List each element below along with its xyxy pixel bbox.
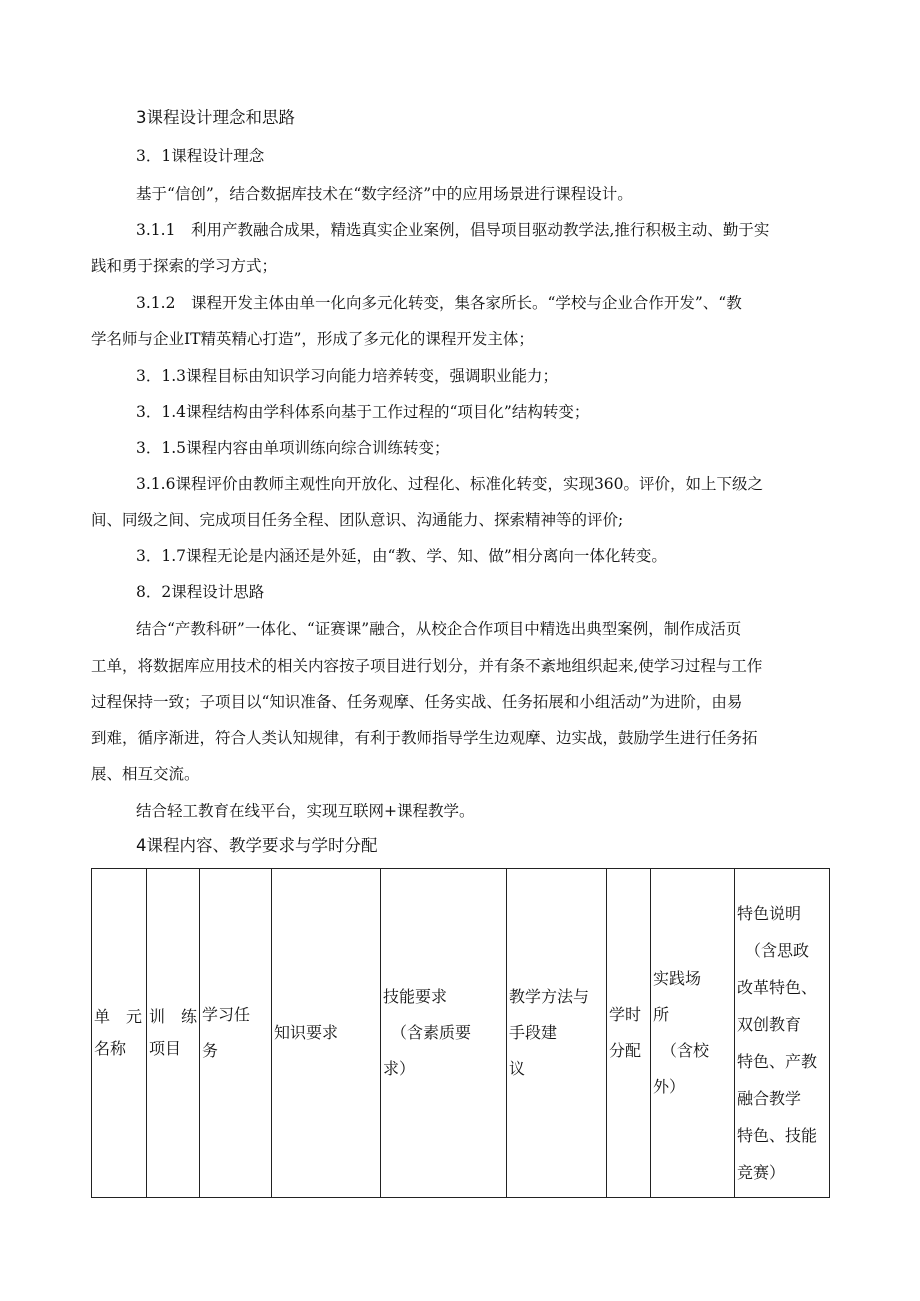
header-task-line1: 学习任	[202, 1005, 251, 1024]
header-skill-line2: （含素质要	[383, 1023, 472, 1042]
paragraph-3-1-7: 3．1.7课程无论是内涵还是外延，由“教、学、知、做”相分离向一体化转变。	[136, 547, 667, 565]
header-place-line1: 实践场	[653, 969, 702, 988]
paragraph-3-1-3: 3．1.3课程目标由知识学习向能力培养转变，强调职业能力；	[136, 367, 559, 385]
paragraph-3-1-2-line1: 3.1.2 课程开发主体由单一化向多元化转变，集各家所长。“学校与企业合作开发”、“教	[136, 294, 742, 312]
header-feature-line8: 竞赛）	[737, 1163, 786, 1182]
header-proj-line1: 训 练	[149, 1007, 198, 1026]
header-feature-line1: 特色说明	[737, 904, 802, 923]
header-place-line4: 外）	[653, 1077, 686, 1096]
header-task-line2: 务	[202, 1041, 219, 1060]
header-knowledge-text: 知识要求	[274, 1023, 339, 1042]
header-cell-features	[735, 869, 830, 1198]
header-hours-line1: 学时	[609, 1005, 642, 1024]
header-place-line2: 所	[653, 1005, 670, 1024]
design-paragraph-line1: 结合“产教科研”一体化、“证赛课”融合，从校企合作项目中精选出典型案例，制作成活页	[136, 620, 742, 638]
online-paragraph: 结合轻工教育在线平台，实现互联网+课程教学。	[136, 802, 475, 820]
header-feature-line2: （含思政	[737, 941, 810, 960]
header-feature-line6: 融合教学	[737, 1089, 802, 1108]
header-cell-teaching-method	[507, 869, 607, 1198]
header-hours-line2: 分配	[609, 1041, 642, 1060]
subsection-heading-3-1: 3．1课程设计理念	[136, 147, 265, 165]
header-method-line2: 手段建	[509, 1023, 558, 1042]
table-header-row	[92, 869, 830, 1198]
header-feature-line3: 改革特色、	[737, 978, 818, 997]
paragraph-3-1-4: 3．1.4课程结构由学科体系向基于工作过程的“项目化”结构转变；	[136, 403, 590, 421]
header-cell-learning-task	[200, 869, 272, 1198]
design-paragraph-line5: 展、相互交流。	[91, 765, 200, 783]
section-heading-3: 3课程设计理念和思路	[136, 108, 295, 127]
header-feature-line5: 特色、产教	[737, 1052, 818, 1071]
subsection-heading-3-2: 8．2课程设计思路	[136, 583, 265, 601]
header-cell-unit-name	[92, 869, 147, 1198]
header-cell-knowledge	[272, 869, 381, 1198]
paragraph-3-1-6-line2: 间、同级之间、完成项目任务全程、团队意识、沟通能力、探索精神等的评价;	[91, 511, 624, 529]
header-cell-training-project	[147, 869, 200, 1198]
header-cell-hours	[607, 869, 651, 1198]
header-unit-line2: 名称	[94, 1039, 127, 1058]
section-heading-4: 4课程内容、教学要求与学时分配	[136, 836, 378, 855]
paragraph-3-1-5: 3．1.5课程内容由单项训练向综合训练转变；	[136, 439, 450, 457]
header-method-line3: 议	[509, 1059, 526, 1078]
header-unit-line1: 单 元	[94, 1007, 143, 1026]
header-cell-skill	[381, 869, 507, 1198]
design-paragraph-line3: 过程保持一致；子项目以“知识准备、任务观摩、任务实战、任务拓展和小组活动”为进阶，由易	[91, 693, 743, 711]
header-feature-line7: 特色、技能	[737, 1126, 818, 1145]
header-skill-line1: 技能要求	[383, 987, 448, 1006]
header-method-line1: 教学方法与	[509, 987, 590, 1006]
design-paragraph-line4: 到难，循序渐进，符合人类认知规律，有利于教师指导学生边观摩、边实战，鼓励学生进行任务拓	[91, 729, 758, 747]
header-feature-line4: 双创教育	[737, 1015, 802, 1034]
header-cell-practice-place	[651, 869, 735, 1198]
paragraph-3-1-1-line2: 践和勇于探索的学习方式；	[91, 257, 278, 275]
paragraph-3-1-2-line2: 学名师与企业IT精英精心打造”，形成了多元化的课程开发主体；	[91, 330, 534, 348]
intro-paragraph: 基于“信创”，结合数据库技术在“数字经济”中的应用场景进行课程设计。	[136, 185, 633, 203]
header-skill-line3: 求）	[383, 1059, 416, 1078]
paragraph-3-1-6-line1: 3.1.6课程评价由教师主观性向开放化、过程化、标准化转变，实现360。评价，如上下级之	[136, 475, 764, 493]
paragraph-3-1-1-line1: 3.1.1 利用产教融合成果，精选真实企业案例，倡导项目驱动教学法,推行积极主动、勤于实	[136, 221, 770, 239]
header-place-line3: （含校	[653, 1041, 710, 1060]
course-content-table	[91, 868, 830, 1198]
header-proj-line2: 项目	[149, 1039, 182, 1058]
design-paragraph-line2: 工单，将数据库应用技术的相关内容按子项目进行划分，并有条不紊地组织起来,使学习过程与工作	[91, 657, 763, 675]
